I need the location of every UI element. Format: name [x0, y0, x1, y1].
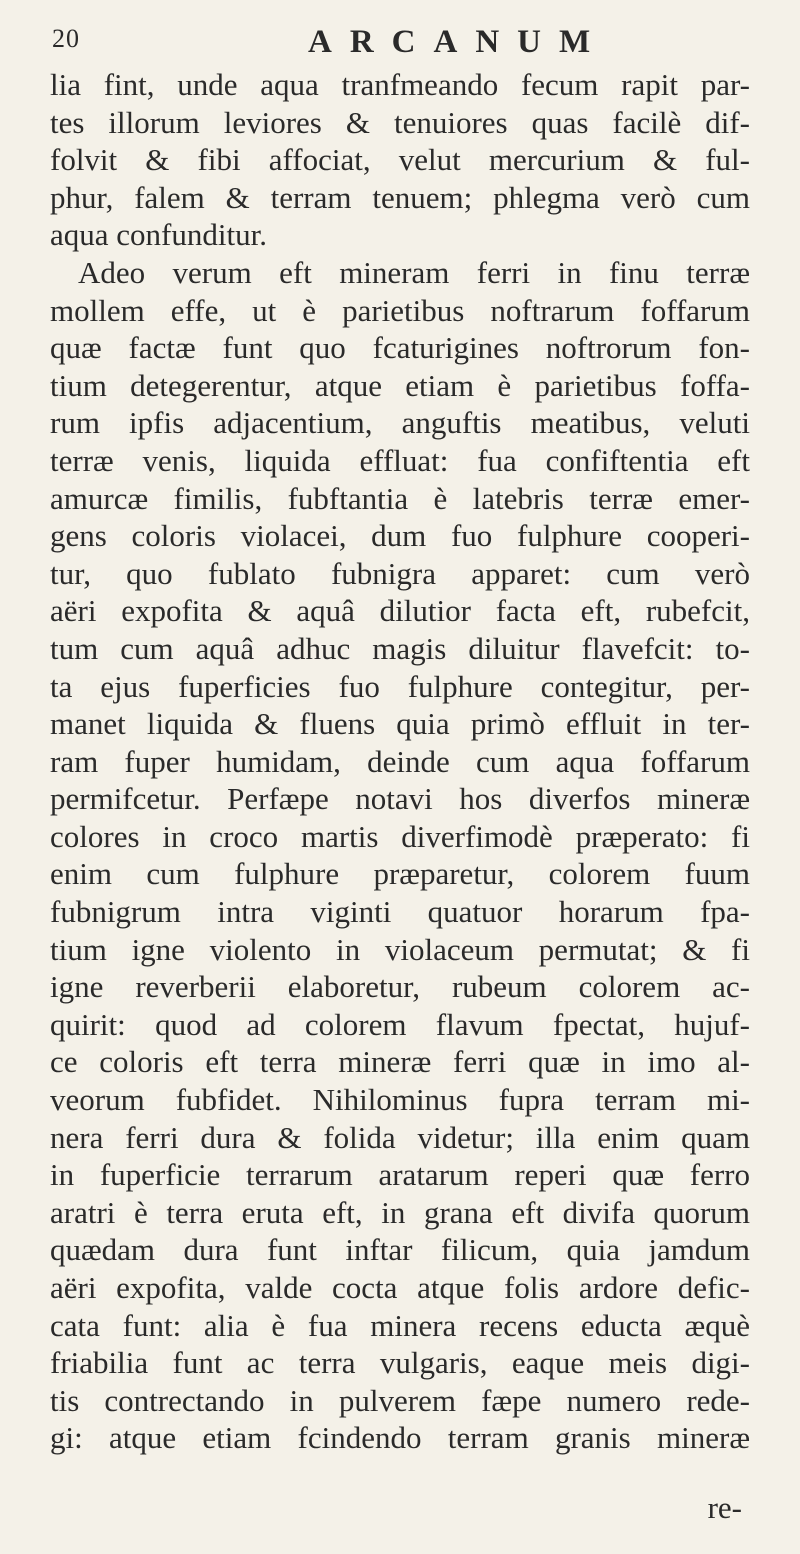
- text-line: tium detegerentur, atque etiam è parietibus foffa-: [50, 367, 750, 403]
- text-line: tium igne violento in violaceum permutat; & fi: [50, 931, 750, 967]
- text-line: manet liquida & fluens quia primò effluit in ter-: [50, 706, 750, 742]
- text-line: tes illorum leviores & tenuiores quas facilè dif-: [50, 104, 750, 140]
- text-line: aratri è terra eruta eft, in grana eft divifa quorum: [50, 1194, 750, 1230]
- text-line: aëri expofita, valde cocta atque folis ardore defic-: [50, 1270, 750, 1305]
- text-line: ta ejus fuperficies fuo fulphure contegitur, per-: [50, 668, 750, 704]
- text-line: veorum fubfidet. Nihilominus fupra terram mi-: [50, 1082, 750, 1118]
- text-line: colores in croco martis diverfimodè præperato: fi: [50, 818, 750, 854]
- text-line: gens coloris violacei, dum fuo fulphure cooperi-: [50, 518, 750, 554]
- page-number: 20: [52, 24, 80, 53]
- text-line: in fuperficie terrarum aratarum reperi quæ ferro: [50, 1157, 750, 1193]
- catchword: re-: [707, 1490, 742, 1525]
- text-line: cata funt: alia è fua minera recens educta æquè: [50, 1307, 750, 1343]
- text-line: nera ferri dura & folida videtur; illa enim quam: [50, 1119, 750, 1155]
- text-line: terræ venis, liquida effluat: fua confiftentia eft: [50, 442, 750, 478]
- text-line: quædam dura funt inftar filicum, quia jamdum: [50, 1232, 750, 1268]
- running-head: [50, 18, 750, 62]
- text-line: phur, falem & terram tenuem; phlegma verò cum: [50, 179, 750, 215]
- text-line: permifcetur. Perfæpe notavi hos diverfos mineræ: [50, 781, 750, 817]
- text-line: gi: atque etiam fcindendo terram granis mineræ: [50, 1420, 750, 1456]
- text-line: quirit: quod ad colorem flavum fpectat, hujuf-: [50, 1006, 750, 1042]
- text-line: aëri expofita & aquâ dilutior facta eft, rubefcit,: [50, 593, 750, 629]
- text-line: ce coloris eft terra mineræ ferri quæ in imo al-: [50, 1044, 750, 1080]
- text-line: amurcæ fimilis, fubftantia è latebris terræ emer-: [50, 480, 750, 516]
- text-line: tum cum aquâ adhuc magis diluitur flavefcit: to-: [50, 630, 750, 666]
- text-line: friabilia funt ac terra vulgaris, eaque meis digi-: [50, 1345, 750, 1381]
- text-line: enim cum fulphure præparetur, colorem fuum: [50, 856, 750, 892]
- text-line: mollem effe, ut è parietibus noftrarum foffarum: [50, 292, 750, 328]
- running-title: ARCANUM: [308, 24, 609, 60]
- body-text: [50, 66, 750, 1457]
- text-line: aqua confunditur.: [50, 217, 267, 253]
- text-line: ram fuper humidam, deinde cum aqua foffarum: [50, 743, 750, 779]
- text-line: lia fint, unde aqua tranfmeando fecum rapit par-: [50, 67, 750, 102]
- text-line: quæ factæ funt quo fcaturigines noftrorum fon-: [50, 330, 750, 366]
- text-line: tis contrectando in pulverem fæpe numero rede-: [50, 1382, 750, 1418]
- text-line: fubnigrum intra viginti quatuor horarum fpa-: [50, 894, 750, 930]
- text-line: rum ipfis adjacentium, anguftis meatibus, veluti: [50, 405, 750, 441]
- text-line: Adeo verum eft mineram ferri in finu terræ: [78, 254, 750, 290]
- text-line: tur, quo fublato fubnigra apparet: cum verò: [50, 555, 750, 591]
- text-line: igne reverberii elaboretur, rubeum colorem ac-: [50, 969, 750, 1005]
- text-line: folvit & fibi affociat, velut mercurium & ful-: [50, 142, 750, 178]
